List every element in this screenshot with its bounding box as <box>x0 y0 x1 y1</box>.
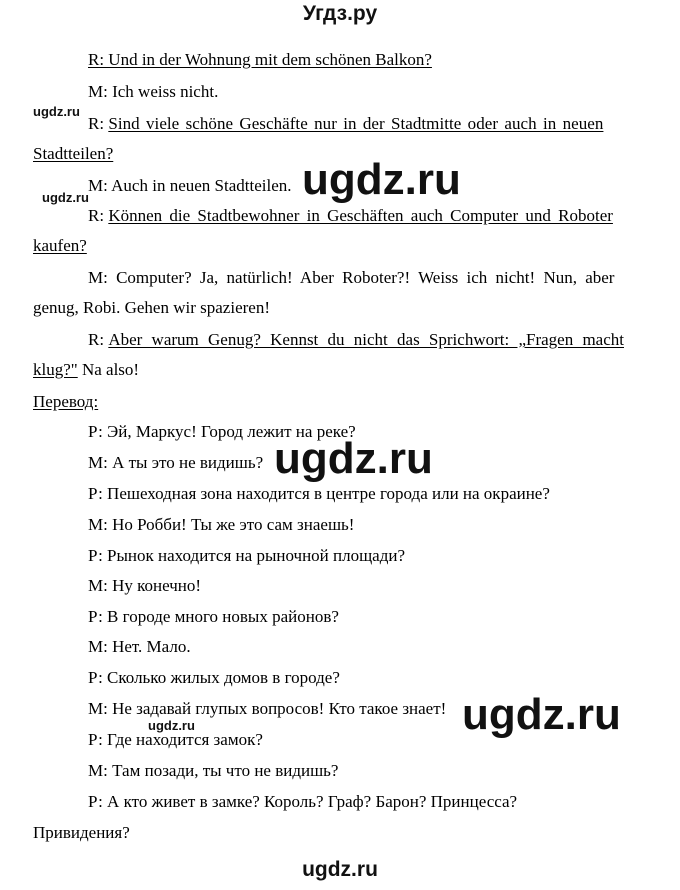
translation-line: Р: Рынок находится на рыночной площади? <box>88 546 406 565</box>
watermark-small: ugdz.ru <box>42 190 89 205</box>
dialogue-line-r4-cont <box>33 359 139 381</box>
dialogue-text: Sind viele schöne Geschäfte nur in der Stadtmitte oder auch in neuen <box>108 114 604 133</box>
dialogue-line-m3-cont: genug, Robi. Gehen wir spazieren! <box>33 298 270 317</box>
site-footer-url: ugdz.ru <box>302 858 378 881</box>
dialogue-line-r3 <box>88 205 629 227</box>
dialogue-line-m2: M: Auch in neuen Stadtteilen. <box>88 176 292 195</box>
dialogue-line-r1: R: Und in der Wohnung mit dem schönen Balkon? <box>88 50 432 69</box>
watermark-large: ugdz.ru <box>274 434 433 483</box>
speaker-prefix: R: <box>88 330 109 349</box>
translation-heading: Перевод: <box>33 392 99 411</box>
dialogue-line-r2 <box>88 113 629 135</box>
dialogue-line-m1: M: Ich weiss nicht. <box>88 82 219 101</box>
translation-line-cont: Привидения? <box>33 823 130 842</box>
site-header-title: Угдз.ру <box>302 2 378 25</box>
watermark-large: ugdz.ru <box>462 690 621 739</box>
translation-line: Р: Пешеходная зона находится в центре города или на окраине? <box>88 484 550 503</box>
translation-line: Р: Эй, Маркус! Город лежит на реке? <box>88 422 356 441</box>
dialogue-line-r3-cont: kaufen? <box>33 236 87 255</box>
watermark-small: ugdz.ru <box>148 718 195 733</box>
watermark-small: ugdz.ru <box>33 104 80 119</box>
translation-line: М: Но Робби! Ты же это сам знаешь! <box>88 515 355 534</box>
translation-line: Р: А кто живет в замке? Король? Граф? Барон? Принцесса? <box>88 792 518 811</box>
dialogue-line-m3: M: Computer? Ja, natürlich! Aber Roboter?! Weiss ich nicht! Nun, aber <box>88 268 615 287</box>
translation-line: М: Нет. Мало. <box>88 637 191 656</box>
translation-line: М: Ну конечно! <box>88 576 202 595</box>
speaker-prefix: R: <box>88 114 109 133</box>
dialogue-text: Aber warum Genug? Kennst du nicht das Sprichwort: „Fragen macht <box>108 330 624 349</box>
speaker-prefix: R: <box>88 206 109 225</box>
dialogue-text: Na also! <box>77 360 140 379</box>
dialogue-line-r2-cont: Stadtteilen? <box>33 144 114 163</box>
dialogue-text: Können die Stadtbewohner in Geschäften auch Computer und Roboter <box>108 206 613 225</box>
translation-line: Р: В городе много новых районов? <box>88 607 339 626</box>
translation-line: Р: Сколько жилых домов в городе? <box>88 668 340 687</box>
dialogue-text: klug?" <box>33 360 78 379</box>
translation-line: М: Не задавай глупых вопросов! Кто такое знает! <box>88 699 447 718</box>
translation-line: Р: Где находится замок? <box>88 730 263 749</box>
translation-line: М: Там позади, ты что не видишь? <box>88 761 339 780</box>
dialogue-line-r4 <box>88 329 629 351</box>
translation-line: М: А ты это не видишь? <box>88 453 264 472</box>
watermark-large: ugdz.ru <box>302 155 461 204</box>
